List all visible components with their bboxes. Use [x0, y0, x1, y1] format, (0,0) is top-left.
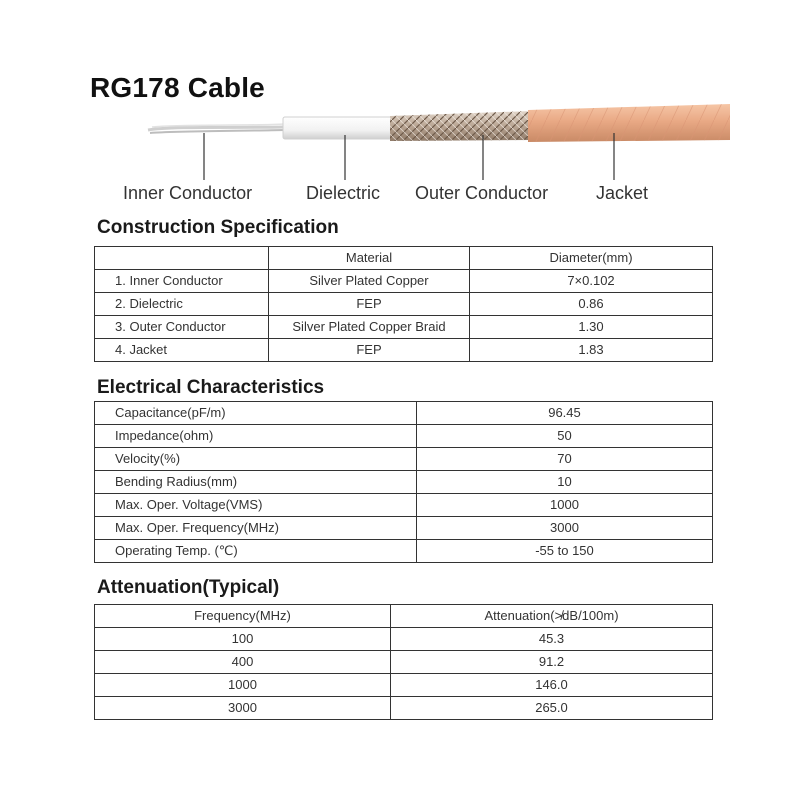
- table-row: [95, 270, 713, 293]
- table-cell: 1.83: [470, 339, 713, 362]
- dielectric-section: [283, 117, 393, 139]
- table-cell: FEP: [269, 293, 470, 316]
- table-row: [95, 471, 713, 494]
- construction-table: [94, 246, 713, 362]
- table-header-row: [95, 247, 713, 270]
- table-header-row: [95, 605, 713, 628]
- attenuation-table: [94, 604, 713, 720]
- table-row: [95, 316, 713, 339]
- table-cell: 1. Inner Conductor: [95, 270, 269, 293]
- table-row: [95, 425, 713, 448]
- table-cell: 265.0: [391, 697, 713, 720]
- table-cell: 3. Outer Conductor: [95, 316, 269, 339]
- table-cell: 100: [95, 628, 391, 651]
- table-cell: 70: [417, 448, 713, 471]
- table-row: [95, 517, 713, 540]
- table-row: [95, 628, 713, 651]
- table-cell: Max. Oper. Voltage(VMS): [95, 494, 417, 517]
- table-row: [95, 402, 713, 425]
- attenuation-title: Attenuation(Typical): [97, 577, 280, 598]
- table-cell: Silver Plated Copper Braid: [269, 316, 470, 339]
- table-cell: Operating Temp. (℃): [95, 540, 417, 563]
- table-row: [95, 697, 713, 720]
- table-cell: Capacitance(pF/m): [95, 402, 417, 425]
- table-cell: FEP: [269, 339, 470, 362]
- label-dielectric: Dielectric: [306, 183, 381, 203]
- table-cell: Silver Plated Copper: [269, 270, 470, 293]
- header-cell: Material: [269, 247, 470, 270]
- page-title: RG178 Cable: [90, 72, 265, 103]
- table-cell: 3000: [417, 517, 713, 540]
- inner-conductor-strands: [148, 124, 285, 133]
- table-cell: Bending Radius(mm): [95, 471, 417, 494]
- table-cell: 2. Dielectric: [95, 293, 269, 316]
- label-jacket: Jacket: [596, 183, 649, 203]
- table-row: [95, 651, 713, 674]
- table-cell: 1.30: [470, 316, 713, 339]
- electrical-title: Electrical Characteristics: [97, 377, 325, 398]
- table-cell: 3000: [95, 697, 391, 720]
- label-inner-conductor: Inner Conductor: [123, 183, 253, 203]
- table-cell: 146.0: [391, 674, 713, 697]
- construction-title: Construction Specification: [97, 217, 339, 238]
- header-cell: Attenuation(≯dB/100m): [391, 605, 713, 628]
- table-cell: 91.2: [391, 651, 713, 674]
- table-cell: 1000: [95, 674, 391, 697]
- table-row: [95, 293, 713, 316]
- table-row: [95, 339, 713, 362]
- table-row: [95, 540, 713, 563]
- table-cell: 0.86: [470, 293, 713, 316]
- table-cell: 96.45: [417, 402, 713, 425]
- table-cell: 50: [417, 425, 713, 448]
- table-cell: 400: [95, 651, 391, 674]
- table-cell: 7×0.102: [470, 270, 713, 293]
- jacket-section: [528, 104, 730, 142]
- table-cell: -55 to 150: [417, 540, 713, 563]
- label-outer-conductor: Outer Conductor: [415, 183, 549, 203]
- braid-section: [390, 111, 532, 141]
- table-cell: Impedance(ohm): [95, 425, 417, 448]
- table-cell: 45.3: [391, 628, 713, 651]
- table-cell: Velocity(%): [95, 448, 417, 471]
- table-row: [95, 448, 713, 471]
- table-row: [95, 494, 713, 517]
- table-cell: 1000: [417, 494, 713, 517]
- electrical-table: [94, 401, 713, 563]
- table-row: [95, 674, 713, 697]
- header-cell: [95, 247, 269, 270]
- cable-illustration: [0, 95, 800, 185]
- table-cell: 4. Jacket: [95, 339, 269, 362]
- table-cell: 10: [417, 471, 713, 494]
- header-cell: Diameter(mm): [470, 247, 713, 270]
- header-cell: Frequency(MHz): [95, 605, 391, 628]
- table-cell: Max. Oper. Frequency(MHz): [95, 517, 417, 540]
